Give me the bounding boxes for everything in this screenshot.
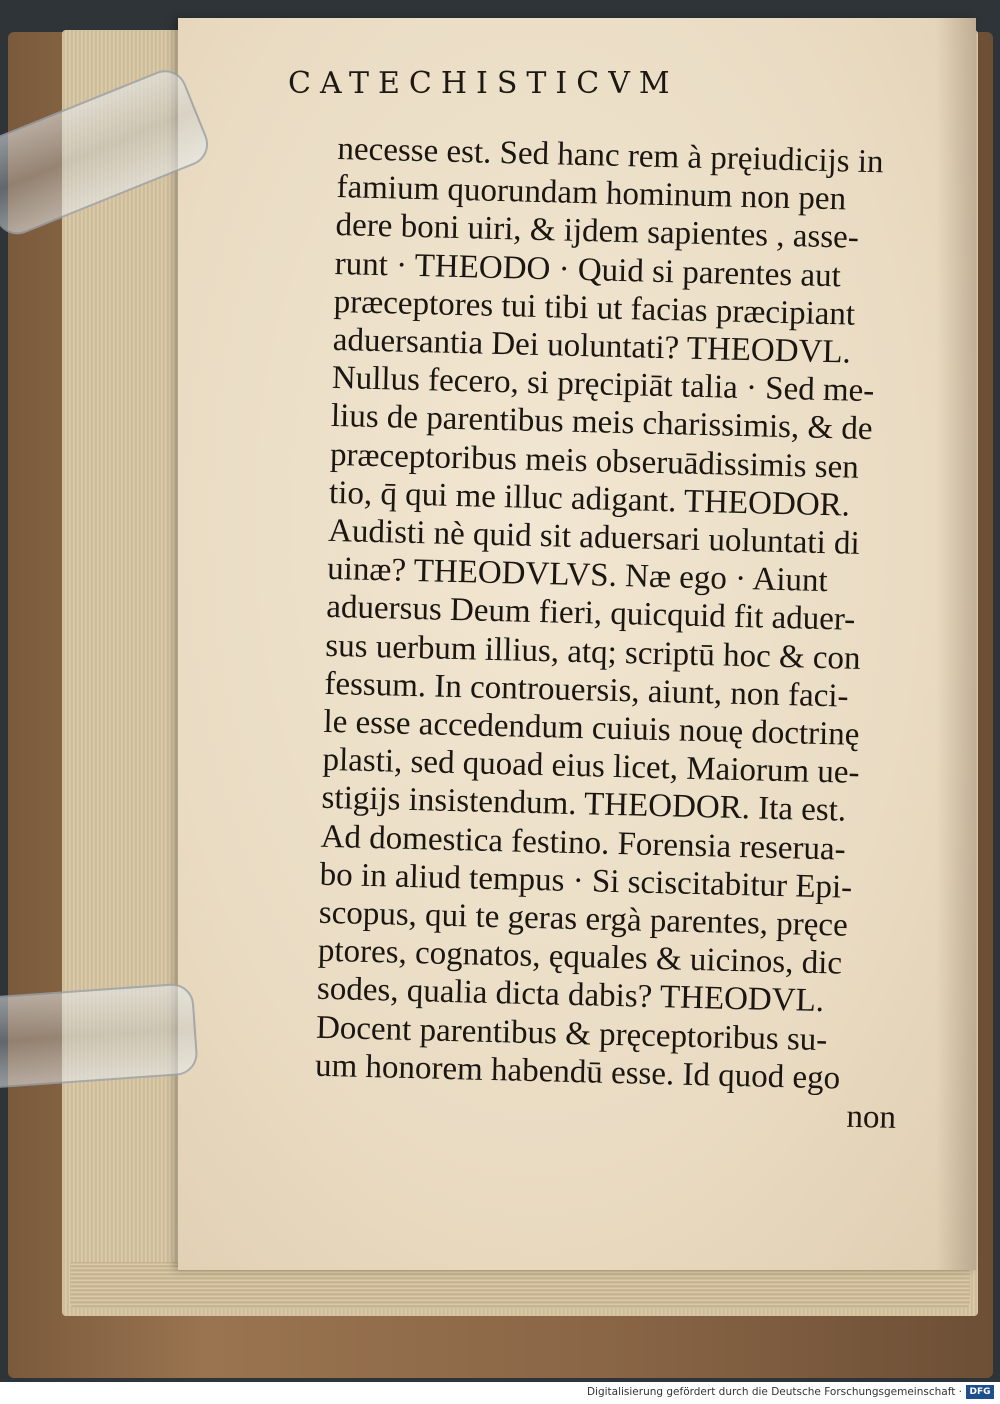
text-line: lius de parentibus meis charissimis, & de — [330, 398, 873, 448]
text-line: Nullus fecero, si pręcipiāt talia · Sed me- — [331, 360, 875, 410]
text-line: um honorem habendū esse. Id quod ego — [314, 1047, 841, 1097]
text-line: Docent parentibus & pręceptoribus su- — [315, 1009, 828, 1058]
text-line: Ad domestica festino. Forensia reserua- — [320, 818, 847, 868]
text-line: sus uerbum illius, atq; scriptū hoc & con — [324, 627, 861, 677]
text-line: ptores, cognatos, ęquales & uicinos, dic — [317, 933, 843, 982]
text-line: scopus, qui te geras ergà parentes, pręce — [318, 894, 849, 944]
text-line: plasti, sed quoad eius licet, Maiorum ue- — [322, 742, 860, 792]
running-head: CATECHISTICVM — [288, 66, 679, 101]
text-line: fessum. In controuersis, aiunt, non faci- — [324, 665, 849, 715]
text-line: famium quorundam hominum non pen — [336, 169, 847, 218]
text-block — [314, 130, 938, 1138]
text-line: tio, q̄ qui me illuc adigant. THEODOR. — [328, 474, 851, 524]
text-line: aduersus Deum fieri, quicquid fit aduer- — [325, 589, 856, 639]
text-line: le esse accedendum cuiuis nouę doctrinę — [323, 703, 860, 753]
catchword: non — [846, 1098, 897, 1137]
text-line: dere boni uiri, & ijdem sapientes , asse- — [335, 207, 860, 257]
funding-credit: Digitalisierung gefördert durch die Deutsche Forschungsgemeinschaft · — [586, 1386, 962, 1398]
dfg-logo: DFG — [966, 1385, 994, 1399]
text-line: aduersantia Dei uoluntati? THEODVL. — [332, 321, 852, 371]
footer — [0, 1382, 1000, 1404]
glass-clip-bottom — [0, 982, 199, 1090]
text-line: stigijs insistendum. THEODOR. Ita est. — [321, 780, 847, 830]
text-line: bo in aliud tempus · Si sciscitabitur Epi- — [319, 856, 853, 906]
text-line: præceptoribus meis obseruādissimis sen — [329, 436, 860, 486]
gutter-shadow — [936, 18, 976, 1270]
text-line: sodes, qualia dicta dabis? THEODVL. — [316, 971, 825, 1020]
text-line: Audisti nè quid sit aduersari uoluntati di — [327, 512, 861, 562]
text-line: præceptores tui tibi ut facias præcipiant — [333, 283, 856, 333]
text-line: uinæ? THEODVLVS. Næ ego · Aiunt — [326, 551, 829, 600]
text-line: runt · THEODO · Quid si parentes aut — [334, 245, 842, 294]
text-line: necesse est. Sed hanc rem à pręiudicijs in — [337, 130, 884, 181]
